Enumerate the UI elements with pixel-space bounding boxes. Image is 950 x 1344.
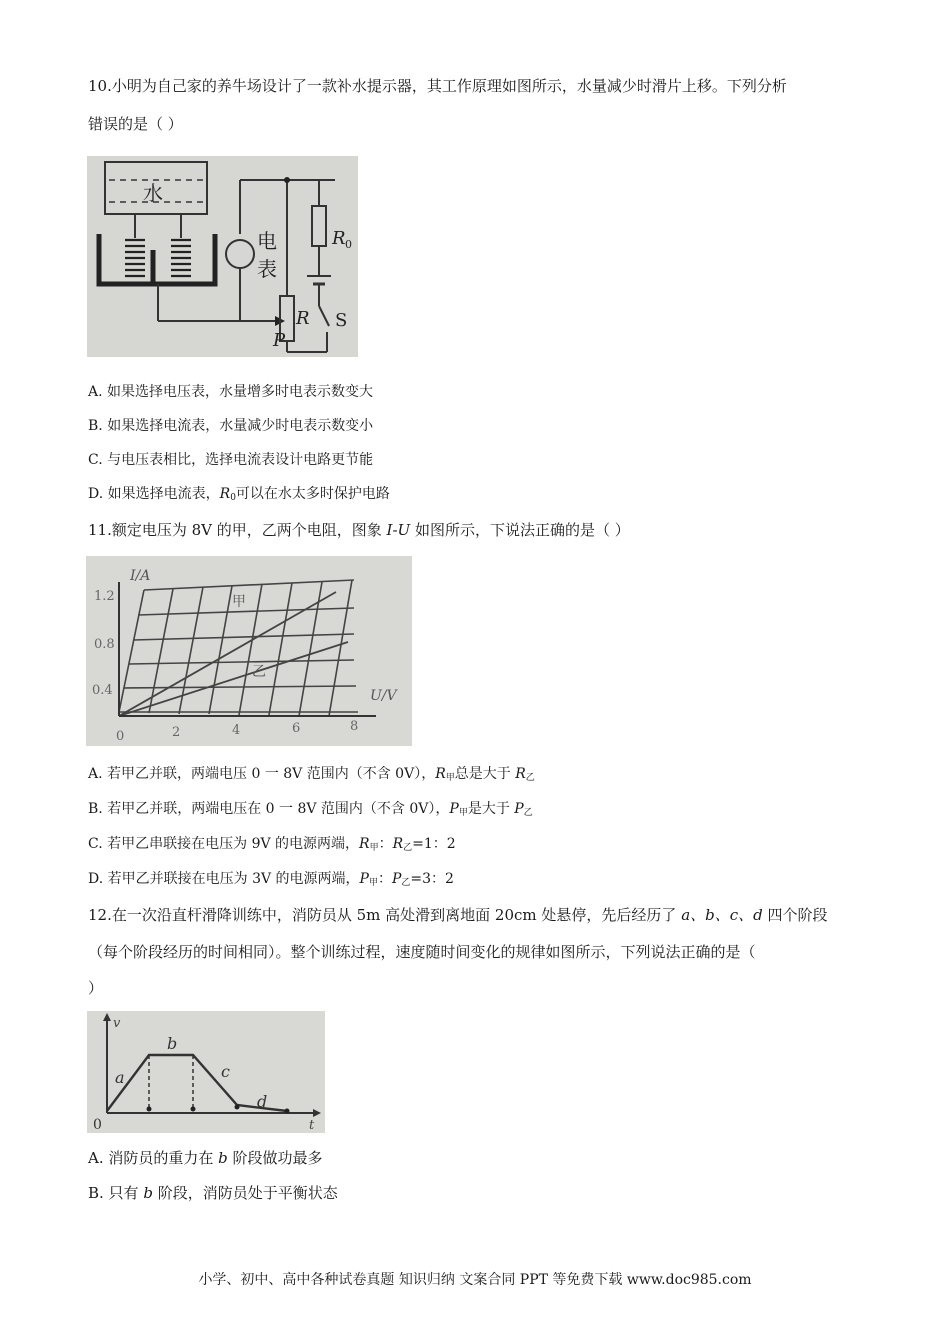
y-tick-1-2: 1.2 bbox=[94, 589, 115, 604]
page-footer: 小学、初中、高中各种试卷真题 知识归纳 文案合同 PPT 等免费下载 www.doc985.com bbox=[198, 1272, 752, 1288]
r-label: R bbox=[296, 308, 310, 329]
q12-vt-graph bbox=[87, 1011, 325, 1133]
q11-iu-figure bbox=[86, 556, 412, 746]
q11-stem: 11.额定电压为 8V 的甲，乙两个电阻，图象 I-U 如图所示，下说法正确的是（ ） bbox=[88, 521, 630, 539]
q11-option-a: A. 若甲乙并联，两端电压 0 一 8V 范围内（不含 0V），$R_甲$总是大于 $R_乙$ bbox=[88, 766, 535, 783]
r0-label: R bbox=[332, 228, 346, 249]
stage-a-label: a bbox=[115, 1068, 125, 1087]
x-tick-8: 8 bbox=[350, 719, 359, 734]
r0-subscript: 0 bbox=[345, 238, 352, 251]
q10-option-c: C. 与电压表相比，选择电流表设计电路更节能 bbox=[88, 452, 374, 468]
q12-option-a: A. 消防员的重力在 b 阶段做功最多 bbox=[88, 1149, 323, 1167]
q10-circuit-figure bbox=[87, 156, 358, 357]
stage-d-label: d bbox=[257, 1092, 268, 1111]
x-tick-4: 4 bbox=[232, 723, 241, 738]
curve-yi-label: 乙 bbox=[252, 664, 266, 680]
stage-c-label: c bbox=[221, 1062, 230, 1081]
q10-option-d: D. 如果选择电流表，$R_0$可以在水太多时保护电路 bbox=[88, 486, 390, 503]
s-label: S bbox=[335, 310, 348, 331]
origin-label: 0 bbox=[93, 1117, 102, 1133]
q10-circuit-diagram bbox=[87, 156, 358, 357]
t-axis-label: t bbox=[309, 1118, 315, 1133]
q11-option-c: C. 若甲乙串联接在电压为 9V 的电源两端，$R_甲$：$R_乙=1$：2 bbox=[88, 836, 456, 853]
q11-iu-graph bbox=[86, 556, 412, 746]
curve-jia-label: 甲 bbox=[232, 594, 246, 610]
y-axis-label: I/A bbox=[130, 568, 151, 584]
y-tick-0-8: 0.8 bbox=[94, 637, 115, 652]
meter-label-2: 表 bbox=[257, 257, 277, 281]
q11-option-d: D. 若甲乙并联接在电压为 3V 的电源两端，$P_甲$：$P_乙=3$：2 bbox=[88, 871, 454, 888]
q12-stem-line1: 12.在一次沿直杆滑降训练中，消防员从 5m 高处滑到离地面 20cm 处悬停，先后经历了 a、b、c、d 四个阶段 bbox=[88, 906, 828, 924]
q10-stem-line2: 错误的是（ ） bbox=[88, 115, 183, 133]
water-label: 水 bbox=[143, 181, 163, 205]
x-tick-2: 2 bbox=[172, 725, 181, 740]
q12-vt-figure bbox=[87, 1011, 325, 1133]
q12-option-b: B. 只有 b 阶段，消防员处于平衡状态 bbox=[88, 1184, 338, 1202]
q10-option-b: B. 如果选择电流表，水量减少时电表示数变小 bbox=[88, 418, 374, 434]
x-tick-6: 6 bbox=[292, 721, 301, 736]
q12-stem-line3: ） bbox=[88, 979, 104, 997]
q10-stem-line1: 10.小明为自己家的养牛场设计了一款补水提示器，其工作原理如图所示，水量减少时滑片上移。下列分析 bbox=[88, 77, 787, 95]
p-label: P bbox=[273, 330, 286, 351]
x-axis-label: U/V bbox=[370, 688, 397, 704]
x-tick-0: 0 bbox=[116, 729, 125, 744]
y-tick-0-4: 0.4 bbox=[92, 683, 113, 698]
q11-option-b: B. 若甲乙并联，两端电压在 0 一 8V 范围内（不含 0V），$P_甲$是大于 $P_乙$ bbox=[88, 801, 533, 818]
q12-stem-line2: （每个阶段经历的时间相同）。整个训练过程，速度随时间变化的规律如图所示，下列说法正确的是（ bbox=[88, 943, 756, 961]
v-axis-label: v bbox=[113, 1016, 121, 1031]
meter-label-1: 电 bbox=[257, 229, 277, 253]
stage-b-label: b bbox=[167, 1034, 178, 1053]
q10-option-a: A. 如果选择电压表，水量增多时电表示数变大 bbox=[88, 384, 374, 400]
